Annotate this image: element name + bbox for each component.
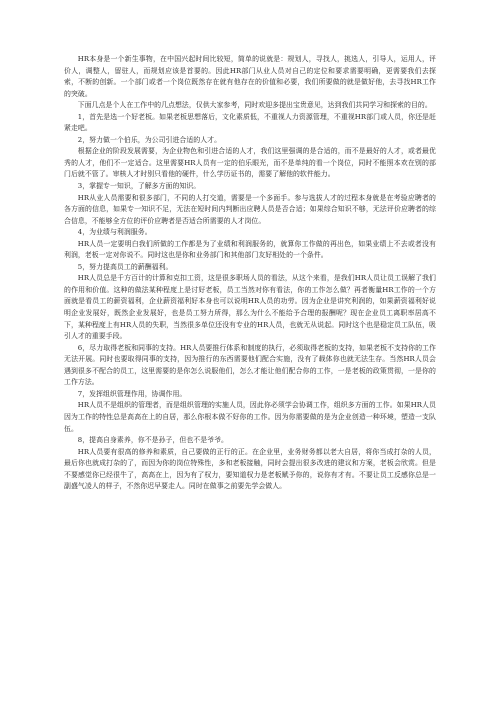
intro-paragraph: HR本身是一个新生事物，在中国兴起时间比较短，简单的说就是：规划人，寻找人，挑选人，引导人，运用人，评价人，调整人，留驻人，而规划应该是首要的。因此HR部门从业人员对自己的定位和要求需要明确，更需要我们去探索，不断的创新。一个部门或者一个岗位既然存在就有他存在的价值和必要，我们所要做的就是做好他，去寻找HR工作的突破。 (64, 55, 436, 98)
point-3-heading: 3，掌握专一知识，了解多方面的知识。 (77, 182, 201, 191)
point-7-body: HR人员不是组织的管理者，而是组织管理的实施人员，因此你必须学会协调工作，组织多方面的工作。如果HR人员因为工作的特性总是高高在上的自居，那么你根本做不好你的工作。因为你需要做的是为企业创造一种环境，塑造一支队伍。 (64, 401, 436, 433)
point-3-body: HR从业人员需要和很多部门，不同的人打交道，需要是一个多面手。参与选拔人才的过程本身就是在考验应聘者的各方面的信息，如果专一知识不足，无法在短时间内判断出应聘人员是否合适；如果综合知识不够，无法评价应聘者的综合信息，不能够全方位的评价应聘者是否适合所需要的人才岗位。 (64, 193, 436, 225)
point-2-body: 根据企业的阶段发展需要，为企业物色和引进合适的人才，我们这里强调的是合适的，而不是最好的人才，或者最优秀的人才，他们不一定适合。这里需要HR人员有一定的伯乐眼光，而不是单纯的看一个岗位，同时不能照本欢在别的部门后就不管了。审核人才时别只看他的硬件，什么学历证书的，需要了解他的软件能力。 (64, 147, 436, 179)
point-2-heading: 2，努力做一个伯乐，为公司引进合适的人才。 (77, 135, 222, 144)
point-4-body: HR人员一定要明白我们所做的工作都是为了业绩和利润服务的，就算你工作做的再出色，如果业绩上不去或者没有利润，老板一定对你说不。同时这也是你和业务部门和其他部门友好相处的一个条件。 (64, 239, 436, 260)
point-7-heading: 7，发挥组织管理作用，协调作用。 (77, 389, 187, 398)
point-5-heading: 5，努力提高员工的薪酬福利。 (77, 262, 173, 271)
point-8-body: HR人员要有很高的修养和素质，自己要做的正行的正。在企业里，业务财务都以老大自居，将你当成打杂的人员，最后你也就成打杂的了，而因为你的岗位特殊性，多和老板接触，同时会提出很多改进的建议和方案，老板会欣赏。但是不要感觉你已经很牛了，高高在上，因为有了权力，要知道权力是老板赋予你的，说你有才有。不要让员工反感你总是一副盛气凌人的样子，不然你迟早要走人。同时在做事之前要先学会做人。 (64, 447, 436, 491)
point-8-heading: 8，提高自身素养，你不是孙子，但也不是爷爷。 (77, 436, 228, 445)
intro-note-paragraph: 下面几点是个人在工作中的几点想法，仅供大家参考，同时欢迎多提出宝贵意见，达到我们共同学习和探索的目的。 (77, 101, 432, 110)
point-6-paragraph: 6，尽力取得老板和同事的支持。HR人员要推行体系和制度的执行，必须取得老板的支持，如果老板不支持你的工作无法开展。同时也要取得同事的支持，因为推行的东西需要他们配合实施，没有了载体你也就无法生存。当然HR人员会遇到很多不配合的员工，这里需要的是你怎么说服他们，怎么才能让他们配合你的工作，一是老板的政策贯彻，一是你的工作方法。 (64, 343, 436, 387)
point-1-paragraph: 1，首先是选一个好老板。如果老板思想落后，文化素质低，不重视人力资源管理，不重视HR部门或人员，你还是赶紧走吧。 (64, 112, 436, 133)
point-4-heading: 4，为业绩与利润服务。 (77, 228, 152, 237)
point-5-body: HR人员总是千方百计的计算和克扣工资，这是很多职场人员的看法，从这个来看，是我们HR人员让员工误解了我们的作用和价值。这种的做法某种程度上是讨好老板，员工当然对你有看法，你的工作怎么做？再者衡量HR工作的一个方面就是看员工的薪资福利，企业薪资福利好本身也可以说明HR人员的功劳。因为企业是讲究利润的，如果薪资福利好说明企业发展好，既然企业发展好，也是员工努力所得，那么为什么不能给予合理的报酬呢？现在企业员工离职率居高不下，某种程度上有HR人员的失职，当然很多单位还没有专业的HR人员，也就无从说起。同时这个也是稳定员工队伍，吸引人才的重要手段。 (64, 274, 436, 341)
